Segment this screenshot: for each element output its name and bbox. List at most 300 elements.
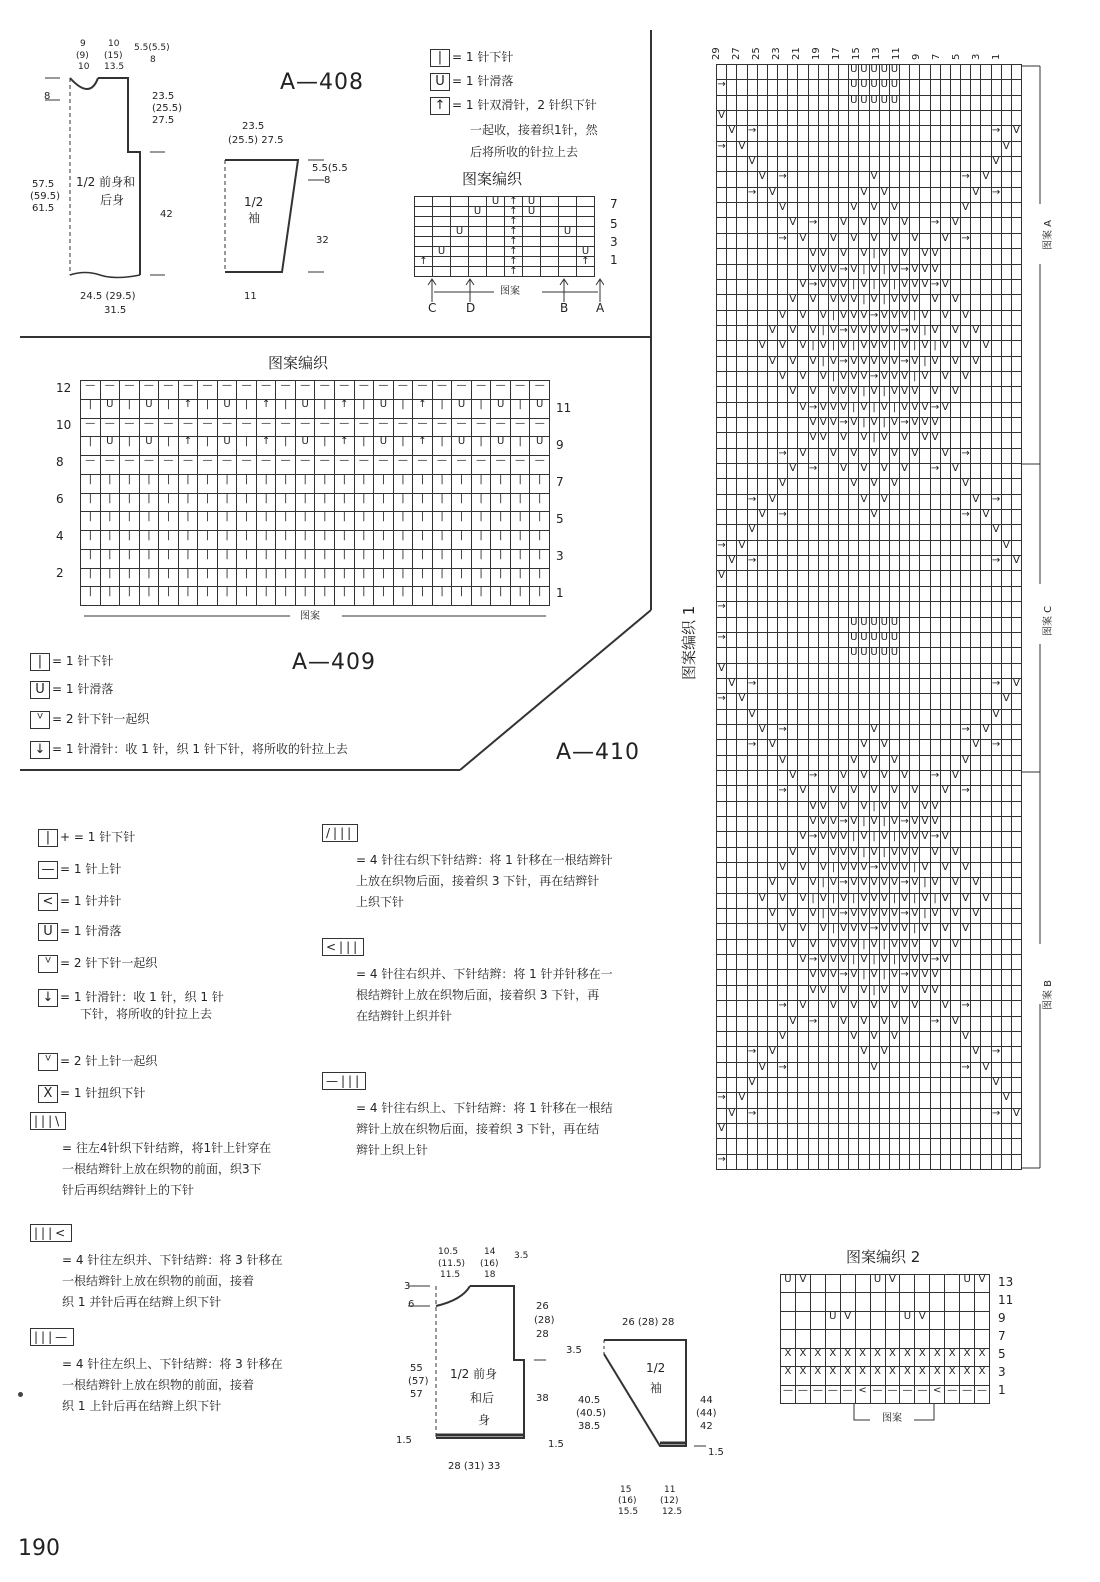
grid-cell (941, 203, 950, 217)
grid-cell: V (941, 832, 950, 846)
grid-cell: → (870, 372, 879, 386)
grid-cell: | (355, 587, 374, 605)
grid-cell (920, 1063, 929, 1077)
grid-cell (577, 217, 594, 226)
grid-cell (971, 111, 980, 125)
grid-cell (819, 510, 828, 524)
grid-cell: V (910, 909, 919, 923)
column-number: 21 (791, 47, 802, 60)
grid-cell: V (788, 326, 797, 340)
grid-cell (778, 403, 787, 417)
grid-cell (788, 510, 797, 524)
grid-cell (788, 710, 797, 724)
grid-cell (981, 986, 990, 1000)
grid-cell (992, 387, 1001, 401)
section-title: A—410 (556, 740, 641, 765)
grid-cell (849, 464, 858, 478)
grid-cell: V (819, 433, 828, 447)
grid-cell (778, 802, 787, 816)
grid-cell (1002, 203, 1011, 217)
grid-cell: → (900, 265, 909, 279)
grid-cell (1002, 602, 1011, 616)
grid-cell (849, 188, 858, 202)
grid-cell (487, 237, 504, 246)
grid-cell (798, 525, 807, 539)
grid-cell (920, 1124, 929, 1138)
grid-cell (992, 96, 1001, 110)
grid-cell: U (296, 437, 315, 455)
grid-cell (870, 126, 879, 140)
grid-cell (778, 249, 787, 263)
grid-cell: V (859, 311, 868, 325)
grid-cell: V (920, 955, 929, 969)
grid-cell (717, 249, 726, 263)
grid-cell (748, 479, 757, 493)
grid-cell: V (900, 832, 909, 846)
grid-cell (981, 571, 990, 585)
grid-cell (931, 602, 940, 616)
grid-cell (1002, 1109, 1011, 1123)
grid-cell: V (859, 986, 868, 1000)
grid-cell: — (179, 381, 198, 399)
grid-cell: | (237, 494, 256, 512)
legend-text: 一起收，接着织1针，然 (470, 123, 598, 137)
grid-cell (559, 247, 576, 256)
legend-item: ↓ = 1 针滑针：收 1 针，织 1 针下针，将所收的针拉上去 (30, 740, 348, 759)
grid-cell (981, 970, 990, 984)
grid-cell (910, 157, 919, 171)
grid-cell (920, 495, 929, 509)
grid-cell (758, 157, 767, 171)
grid-cell (961, 679, 970, 693)
grid-cell (748, 955, 757, 969)
grid-cell: V (758, 172, 767, 186)
grid-cell (778, 1139, 787, 1153)
grid-cell (541, 207, 558, 216)
grid-cell: V (849, 372, 858, 386)
grid-cell: U (559, 227, 576, 236)
grid-cell: V (870, 909, 879, 923)
pattern-label: 图案 (500, 286, 520, 297)
grid-cell: — (413, 419, 432, 437)
grid-cell: | (809, 341, 818, 355)
grid-cell (890, 802, 899, 816)
grid-cell (839, 618, 848, 632)
grid-cell: — (900, 1386, 914, 1403)
grid-cell: | (179, 531, 198, 549)
grid-cell (920, 786, 929, 800)
grid-cell (727, 218, 736, 232)
grid-cell (798, 802, 807, 816)
grid-cell (748, 664, 757, 678)
grid-cell (829, 771, 838, 785)
legend-item: — = 1 针上针 (38, 860, 121, 879)
grid-cell (880, 587, 889, 601)
grid-cell (768, 1017, 777, 1031)
grid-cell (880, 1124, 889, 1138)
grid-cell (798, 172, 807, 186)
grid-cell (961, 602, 970, 616)
grid-cell (798, 265, 807, 279)
grid-cell: V (768, 740, 777, 754)
section-title: A—408 (280, 70, 365, 95)
grid-cell: U (870, 80, 879, 94)
grid-cell (961, 111, 970, 125)
grid-cell (829, 633, 838, 647)
grid-cell: | (394, 550, 413, 568)
grid-cell (915, 1275, 929, 1292)
grid-cell: V (748, 157, 757, 171)
grid-cell: — (237, 381, 256, 399)
grid-cell (768, 1109, 777, 1123)
grid-cell (737, 832, 746, 846)
grid-cell: V (859, 832, 868, 846)
grid-cell: V (870, 510, 879, 524)
grid-cell (748, 326, 757, 340)
grid-cell: V (737, 541, 746, 555)
grid-cell (941, 157, 950, 171)
grid-cell: U (890, 96, 899, 110)
grid-cell: V (915, 1312, 929, 1329)
grid-cell (1002, 556, 1011, 570)
grid-cell: | (237, 437, 256, 455)
grid-cell (737, 188, 746, 202)
grid-cell (941, 1155, 950, 1169)
shape-label: 身 (478, 1413, 491, 1427)
grid-cell (981, 694, 990, 708)
grid-cell (839, 571, 848, 585)
grid-cell (469, 227, 486, 236)
grid-cell: V (778, 372, 787, 386)
grid-cell (798, 1109, 807, 1123)
dim-label: (16) (618, 1496, 637, 1506)
shape-label: 1/2 前身和 (76, 175, 136, 189)
grid-cell: → (778, 234, 787, 248)
grid-cell (981, 387, 990, 401)
grid-cell (981, 126, 990, 140)
grid-cell (920, 602, 929, 616)
grid-cell (798, 986, 807, 1000)
grid-cell (900, 1275, 914, 1292)
grid-cell (951, 341, 960, 355)
grid-cell: X (930, 1367, 944, 1384)
grid-cell (727, 418, 736, 432)
grid-cell (941, 295, 950, 309)
grid-cell (788, 817, 797, 831)
grid-cell (920, 556, 929, 570)
grid-cell: V (951, 357, 960, 371)
grid-cell: — (530, 419, 549, 437)
grid-cell (829, 618, 838, 632)
grid-cell: — (276, 381, 295, 399)
grid-cell: | (511, 437, 530, 455)
grid-cell (910, 80, 919, 94)
grid-cell (951, 403, 960, 417)
grid-cell (971, 126, 980, 140)
grid-cell (737, 924, 746, 938)
grid-cell: — (433, 456, 452, 474)
grid-cell: — (198, 381, 217, 399)
grid-cell (737, 1063, 746, 1077)
grid-cell (778, 664, 787, 678)
grid-cell: — (374, 419, 393, 437)
grid-cell (727, 970, 736, 984)
grid-cell: V (870, 786, 879, 800)
grid-cell (856, 1312, 870, 1329)
grid-cell (951, 664, 960, 678)
grid-cell (920, 725, 929, 739)
grid-cell (981, 326, 990, 340)
grid-cell (931, 740, 940, 754)
grid-cell (961, 571, 970, 585)
grid-cell (839, 648, 848, 662)
grid-cell (880, 602, 889, 616)
grid-cell (778, 1109, 787, 1123)
grid-cell (758, 1109, 767, 1123)
grid-cell (870, 495, 879, 509)
grid-cell: V (880, 1047, 889, 1061)
grid-cell (910, 495, 919, 509)
grid-cell (819, 525, 828, 539)
grid-cell: V (849, 878, 858, 892)
grid-cell (1002, 234, 1011, 248)
grid-cell (819, 1001, 828, 1015)
grid-cell: V (910, 418, 919, 432)
grid-cell: V (931, 295, 940, 309)
grid-cell (931, 924, 940, 938)
grid-cell: V (870, 1032, 879, 1046)
grid-cell: | (296, 512, 315, 530)
grid-cell: U (218, 400, 237, 418)
grid-cell: | (355, 550, 374, 568)
grid-cell (717, 341, 726, 355)
grid-cell: V (819, 265, 828, 279)
grid-cell: V (951, 326, 960, 340)
grid-cell (880, 1093, 889, 1107)
grid-cell (748, 1063, 757, 1077)
grid-cell (839, 1139, 848, 1153)
grid-cell: | (81, 494, 100, 512)
grid-cell (941, 1078, 950, 1092)
grid-cell (870, 525, 879, 539)
grid-cell (839, 1032, 848, 1046)
grid-cell: X (900, 1349, 914, 1366)
grid-cell: V (870, 1063, 879, 1077)
grid-cell: U (880, 80, 889, 94)
grid-cell (931, 587, 940, 601)
grid-cell: | (257, 531, 276, 549)
grid-cell (971, 265, 980, 279)
grid-cell: → (931, 280, 940, 294)
grid-cell: V (829, 940, 838, 954)
grid-cell (920, 664, 929, 678)
grid-cell (981, 1047, 990, 1061)
grid-cell (859, 1155, 868, 1169)
grid-cell: V (961, 479, 970, 493)
grid-cell (900, 541, 909, 555)
grid-cell (748, 587, 757, 601)
grid-cell: | (218, 587, 237, 605)
grid-cell (880, 725, 889, 739)
cable-description: = 4 针往右织上、下针结辫：将 1 针移在一根结 辫针上放在织物后面，接着织 3 下针，再在结 辫针上织上针 (356, 1101, 613, 1157)
grid-cell: | (198, 475, 217, 493)
grid-cell (778, 955, 787, 969)
grid-cell: ↑ (505, 237, 522, 246)
grid-cell: U (890, 65, 899, 79)
grid-cell: V (931, 909, 940, 923)
grid-cell: — (433, 381, 452, 399)
grid-cell (809, 1047, 818, 1061)
grid-cell: | (81, 569, 100, 587)
grid-cell: V (992, 710, 1001, 724)
grid-cell: | (140, 531, 159, 549)
grid-cell (737, 326, 746, 340)
grid-cell: | (491, 587, 510, 605)
grid-cell (1002, 326, 1011, 340)
slip-stitch-icon: ↓ (30, 741, 50, 759)
grid-cell: V (1002, 541, 1011, 555)
grid-cell (971, 203, 980, 217)
grid-cell (768, 710, 777, 724)
grid-cell: V (1012, 126, 1021, 140)
grid-cell (768, 1155, 777, 1169)
grid-cell (941, 249, 950, 263)
grid-cell: V (849, 479, 858, 493)
grid-cell (469, 247, 486, 256)
grid-cell: | (433, 437, 452, 455)
grid-cell (758, 587, 767, 601)
grid-cell: V (768, 357, 777, 371)
divider-line (650, 30, 652, 610)
grid-cell: V (870, 878, 879, 892)
grid-cell: V (798, 403, 807, 417)
grid-cell (829, 1017, 838, 1031)
grid-cell (809, 1032, 818, 1046)
grid-cell (717, 556, 726, 570)
grid-cell: | (315, 550, 334, 568)
grid-cell (748, 418, 757, 432)
grid-cell: V (849, 756, 858, 770)
grid-cell (748, 970, 757, 984)
grid-cell (788, 372, 797, 386)
grid-cell: | (413, 494, 432, 512)
grid-cell (960, 1293, 974, 1310)
grid-cell (992, 848, 1001, 862)
grid-cell (886, 1293, 900, 1310)
grid-cell: — (257, 381, 276, 399)
grid-cell (541, 217, 558, 226)
grid-cell (910, 1063, 919, 1077)
grid-cell (433, 197, 450, 206)
grid-cell: — (394, 419, 413, 437)
section-label: 图案 B (1043, 979, 1054, 1010)
grid-cell (859, 1063, 868, 1077)
grid-cell: X (930, 1349, 944, 1366)
grid-cell (931, 1093, 940, 1107)
grid-cell (931, 449, 940, 463)
grid-cell: U (140, 437, 159, 455)
grid-cell: V (961, 1032, 970, 1046)
double-slip-icon: ↑ (430, 97, 450, 115)
grid-cell: V (859, 740, 868, 754)
grid-cell: U (781, 1275, 795, 1292)
grid-cell (829, 1078, 838, 1092)
grid-cell: V (839, 832, 848, 846)
grid-cell (900, 633, 909, 647)
drop-stitch-icon: U (30, 681, 50, 699)
row-number: 8 (56, 455, 64, 469)
grid-cell (809, 449, 818, 463)
grid-cell (758, 633, 767, 647)
grid-cell: | (237, 587, 256, 605)
grid-cell: ↑ (335, 437, 354, 455)
grid-cell (717, 970, 726, 984)
dim-label: 11.5 (440, 1270, 461, 1280)
grid-cell: | (355, 437, 374, 455)
grid-cell (941, 479, 950, 493)
grid-cell: V (981, 510, 990, 524)
grid-cell (849, 556, 858, 570)
grid-cell (839, 1001, 848, 1015)
grid-cell (910, 142, 919, 156)
grid-cell (788, 1063, 797, 1077)
grid-cell: → (748, 126, 757, 140)
grid-cell (768, 295, 777, 309)
grid-cell (859, 111, 868, 125)
grid-cell: V (737, 142, 746, 156)
grid-cell: — (296, 456, 315, 474)
grid-cell: | (413, 531, 432, 549)
grid-cell (798, 357, 807, 371)
grid-cell: V (819, 403, 828, 417)
grid-cell (1002, 525, 1011, 539)
grid-cell (890, 188, 899, 202)
grid-cell: | (819, 357, 828, 371)
grid-cell: | (870, 403, 879, 417)
grid-cell (433, 257, 450, 266)
grid-cell (727, 832, 736, 846)
grid-cell (915, 1293, 929, 1310)
grid-cell (559, 237, 576, 246)
grid-cell (870, 710, 879, 724)
grid-cell: | (890, 832, 899, 846)
grid-cell (778, 1093, 787, 1107)
grid-cell: | (491, 531, 510, 549)
grid-cell: V (961, 756, 970, 770)
grid-cell (971, 848, 980, 862)
grid-cell: | (198, 400, 217, 418)
grid-cell: — (81, 456, 100, 474)
grid-cell (829, 679, 838, 693)
grid-cell: V (839, 940, 848, 954)
grid-cell: | (276, 550, 295, 568)
grid-cell: | (120, 512, 139, 530)
grid-cell: | (452, 569, 471, 587)
grid-cell: V (870, 357, 879, 371)
grid-cell (931, 664, 940, 678)
column-number: 17 (831, 47, 842, 60)
grid-cell: | (491, 550, 510, 568)
grid-cell: → (839, 326, 848, 340)
grid-cell: V (778, 1032, 787, 1046)
grid-cell (839, 664, 848, 678)
dim-label: 40.5 (578, 1395, 601, 1406)
grid-cell (931, 80, 940, 94)
grid-cell (819, 848, 828, 862)
dim-label: 57 (410, 1389, 423, 1400)
grid-cell (737, 710, 746, 724)
grid-cell (541, 257, 558, 266)
